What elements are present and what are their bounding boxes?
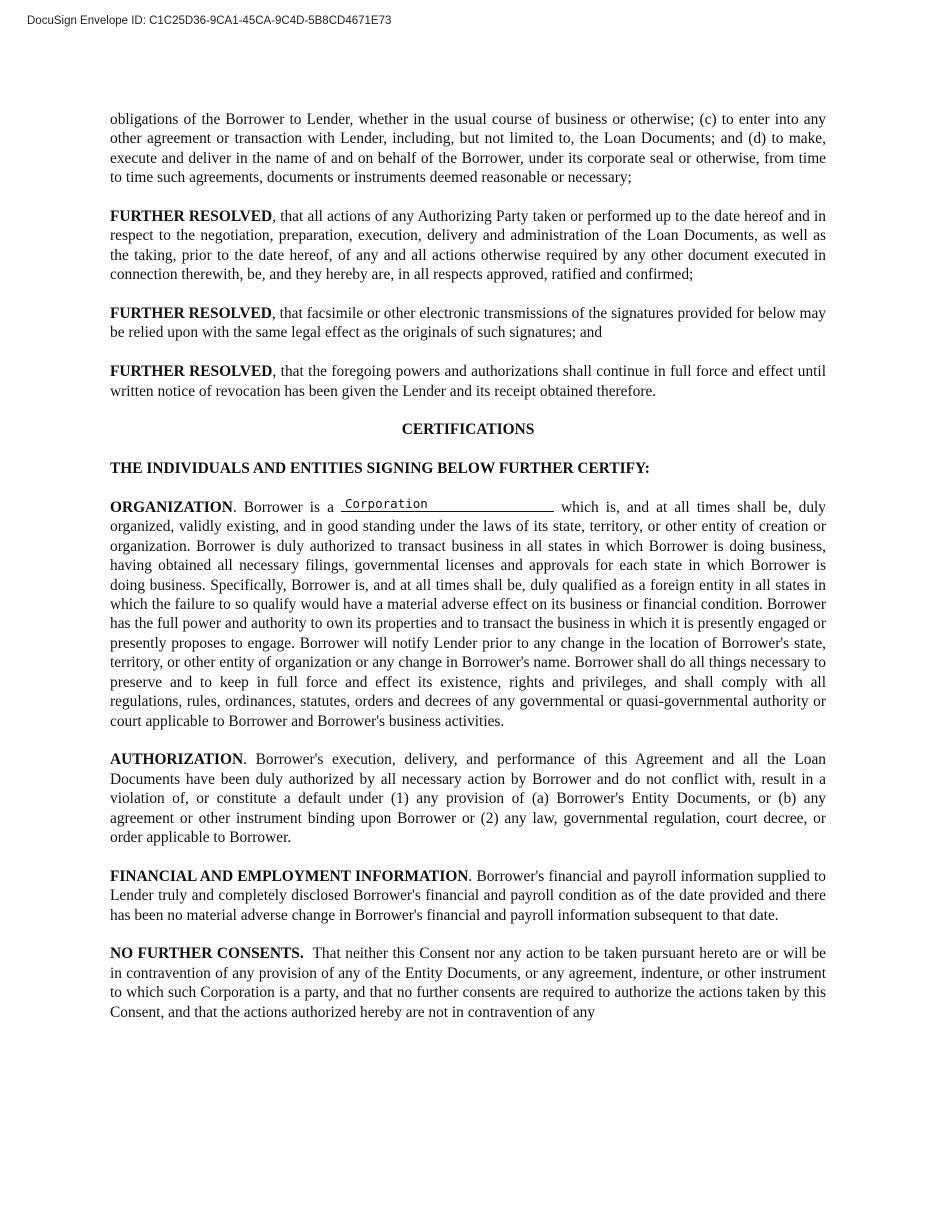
paragraph-further-resolved-powers — [110, 362, 826, 401]
paragraph-no-further-consents — [110, 944, 830, 1022]
paragraph-text: . Borrower's financial and payroll information supplied to Lender truly and completely disclosed Borrower's financial and payroll condition as of the date provided and there has been no material adverse change in Borrower's financial and payroll information subsequent to that date. — [110, 867, 826, 924]
further-resolved-lead: FURTHER RESOLVED — [110, 305, 272, 323]
paragraph-financial-information — [110, 867, 826, 925]
document-page — [110, 110, 830, 1041]
paragraph-text: , that facsimile or other electronic transmissions of the signatures provided for below may be relied upon with the same legal effect as the originals of such signatures; and — [110, 305, 827, 342]
paragraph-text: That neither this Consent nor any action to be taken pursuant hereto are or will be in contravention of any provision of any of the Entity Documents, or any agreement, indenture, or other instrument to which such Corporation is a party, and that no further consents are required to authorize the actions taken by this Consent, and that the actions authorized hereby are not in contravention of any — [110, 945, 830, 1021]
financial-lead: FINANCIAL AND EMPLOYMENT INFORMATION — [110, 867, 469, 885]
authorization-lead: AUTHORIZATION — [110, 751, 244, 769]
certify-subheading: THE INDIVIDUALS AND ENTITIES SIGNING BELOW FURTHER CERTIFY: — [110, 460, 650, 478]
further-resolved-lead: FURTHER RESOLVED — [110, 208, 273, 226]
no-further-consents-lead: NO FURTHER CONSENTS. — [110, 945, 304, 963]
paragraph-text: , that all actions of any Authorizing Party taken or performed up to the date hereof and in respect to the negotiation, preparation, execution, delivery and administration of the Loan Documents, as well as the taking, prior to the date hereof, of any and all actions otherwise required by any other document executed in connection therewith, be, and they hereby are, in all respects approved, ratified and confirmed; — [110, 208, 826, 284]
organization-text-after: which is, and at all times shall be, duly organized, validly existing, and in good standing under the laws of its state, territory, or other entity of creation or organization. Borrower is duly authorized to transact business in all states in which Borrower is doing business, having obtained all necessary filings, governmental licenses and approvals for each state in which Borrower is doing business. Specifically, Borrower is, and at all times shall be, duly qualified as a foreign entity in all states in which the failure to so qualify would have a material adverse effect on its business or financial condition. Borrower has the full power and authority to own its properties and to transact the business in which it is presently engaged or presently proposes to engage. Borrower will notify Lender prior to any change in the location of Borrower's state, territory, or other entity of organization or any change in Borrower's name. Borrower shall do all things necessary to preserve and to keep in full force and effect its existence, rights and privileges, and shall comply with all regulations, rules, ordinances, statutes, orders and decrees of any governmental or quasi-governmental authority or court applicable to Borrower and Borrower's business activities. — [110, 499, 827, 730]
paragraph-text: , that the foregoing powers and authorizations shall continue in full force and effect until written notice of revocation has been given the Lender and its receipt obtained therefore. — [110, 363, 826, 400]
organization-lead: ORGANIZATION — [110, 499, 233, 517]
paragraph-authorization — [110, 750, 826, 847]
paragraph-obligations: obligations of the Borrower to Lender, whether in the usual course of business or otherwise; (c) to enter into any other agreement or transaction with Lender, including, but not limited to, the Loan Documents; and (d) to make, execute and deliver in the name of and on behalf of the Borrower, under its corporate seal or otherwise, from time to time such agreements, documents or instruments deemed reasonable or necessary; — [110, 111, 826, 187]
further-resolved-lead: FURTHER RESOLVED — [110, 363, 273, 381]
docusign-envelope-id: DocuSign Envelope ID: C1C25D36-9CA1-45CA-9C4D-5B8CD4671E73 — [27, 15, 392, 27]
paragraph-organization — [110, 498, 826, 731]
organization-text-before: . Borrower is a — [232, 499, 341, 517]
paragraph-further-resolved-facsimile — [110, 304, 826, 343]
paragraph-text: . Borrower's execution, delivery, and performance of this Agreement and all the Loan Documents have been duly authorized by all necessary action by Borrower and do not conflict with, result in a violation of, or constitute a default under (1) any provision of (a) Borrower's Entity Documents, or (b) any agreement or other instrument binding upon Borrower or (2) any law, governmental regulation, court decree, or order applicable to Borrower. — [110, 751, 826, 846]
certifications-heading: CERTIFICATIONS — [401, 421, 535, 439]
paragraph-further-resolved-actions — [110, 207, 826, 285]
entity-type-field[interactable]: Corporation — [341, 497, 554, 512]
